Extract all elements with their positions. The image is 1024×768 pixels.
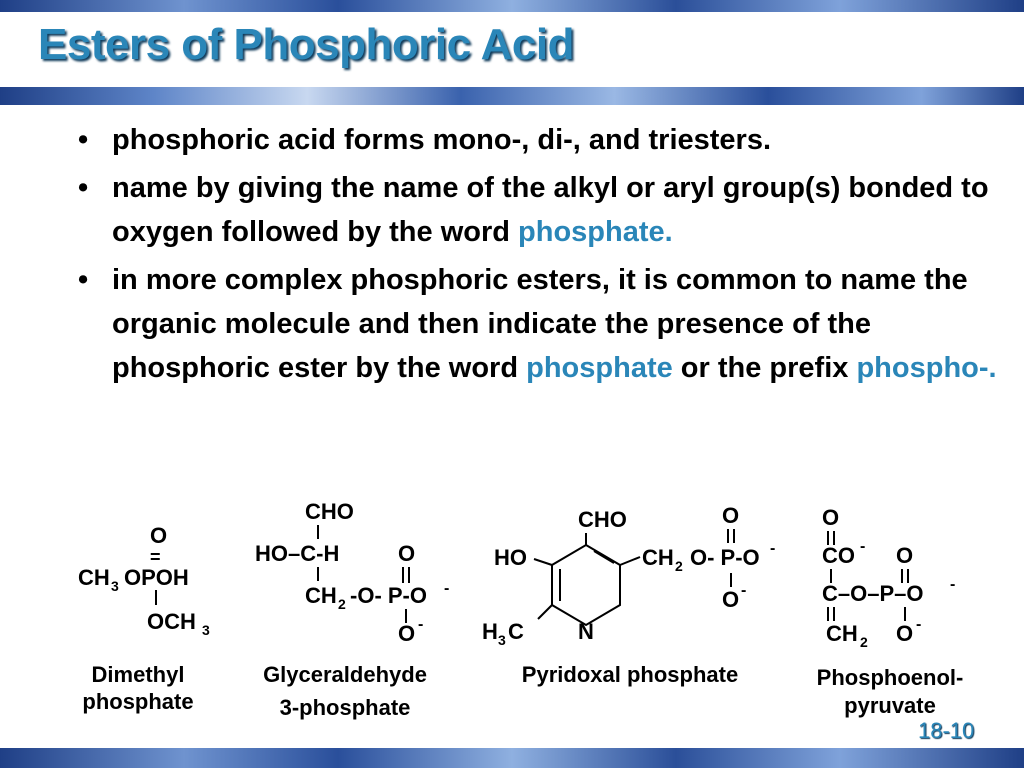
compound-name: 3-phosphate	[279, 695, 411, 720]
bullet-item	[78, 258, 998, 390]
bullet-list	[78, 118, 998, 394]
compound-name: pyruvate	[844, 693, 936, 718]
compound-name: Glyceraldehyde	[263, 662, 427, 687]
compound-name: Phosphoenol-	[816, 665, 964, 690]
bond-line	[534, 559, 552, 565]
compound-name: phosphate	[82, 689, 194, 714]
bullet-item	[78, 166, 998, 254]
pyridine-ring	[552, 545, 620, 625]
bottom-decorative-band	[0, 748, 1024, 768]
compound-name: Dimethyl	[91, 662, 185, 687]
aldehyde-label: CHO	[305, 499, 354, 524]
bullet-dot: •	[78, 264, 89, 296]
bullet-dot: •	[78, 124, 89, 156]
bullet-item	[78, 118, 998, 162]
carboxylate-label: CO	[822, 543, 855, 568]
subscript: 2	[338, 596, 346, 612]
oxygen-label: O	[722, 587, 740, 612]
top-decorative-band	[0, 0, 1024, 12]
subscript: 3	[202, 622, 210, 638]
bullet-text: name by giving the name of the alkyl or aryl group(s) bonded to oxygen followed by the word	[112, 172, 989, 248]
phosphate-chain-label: O- P-O	[690, 545, 760, 570]
methylene-label: CH	[642, 545, 674, 570]
methyl-label: H	[482, 619, 498, 644]
charge-mark: -	[770, 540, 776, 557]
oxygen-label: O	[722, 503, 740, 528]
subscript: 3	[498, 632, 506, 648]
title-underline-band	[0, 87, 1024, 105]
charge-mark: -	[741, 582, 747, 599]
aldehyde-label: CHO	[578, 507, 627, 532]
compound-names	[82, 662, 963, 720]
opoh-label: OPOH	[124, 565, 189, 590]
slide-number: 18-10	[918, 718, 975, 743]
pyridoxal-phosphate-structure	[482, 503, 775, 648]
methylene-label: CH	[305, 583, 337, 608]
oxygen-label: O	[822, 505, 840, 530]
highlight-term: phosphate.	[518, 216, 673, 248]
subscript: 3	[111, 578, 119, 594]
highlight-term: phospho-.	[856, 352, 997, 384]
highlight-term: phosphate	[526, 352, 673, 384]
bullet-dot: •	[78, 172, 89, 204]
hydroxyl-carbon-label: HO–C-H	[255, 541, 340, 566]
charge-mark: -	[860, 538, 866, 555]
enol-phosphate-label: C–O–P–O	[822, 581, 924, 606]
compound-name: Pyridoxal phosphate	[521, 662, 739, 687]
bond-line	[620, 557, 640, 565]
double-bond-mark: =	[150, 547, 161, 567]
dimethyl-phosphate-structure	[78, 523, 210, 638]
slide-title: Esters of Phosphoric Acid	[38, 20, 574, 69]
hydroxyl-label: HO	[494, 545, 527, 570]
structures-figure	[0, 495, 1024, 725]
nitrogen-label: N	[578, 619, 594, 644]
methyl-label: CH	[78, 565, 110, 590]
charge-mark: -	[950, 576, 956, 593]
methoxy-label: OCH	[147, 609, 196, 634]
bullet-text: phosphoric acid forms mono-, di-, and triesters.	[112, 124, 772, 156]
oxygen-label: O	[896, 621, 914, 646]
subscript: 2	[860, 634, 868, 650]
phosphate-chain-label: -O- P-O	[350, 583, 427, 608]
oxygen-label: O	[398, 541, 416, 566]
charge-mark: -	[916, 616, 922, 633]
methyl-carbon-label: C	[508, 619, 524, 644]
ring-double-bond	[594, 551, 614, 563]
oxygen-label: O	[896, 543, 914, 568]
phosphoenolpyruvate-structure	[822, 505, 955, 650]
methylene-label: CH	[826, 621, 858, 646]
glyceraldehyde-phosphate-structure	[255, 499, 449, 646]
oxygen-label: O	[150, 523, 168, 548]
subscript: 2	[675, 558, 683, 574]
bond-line	[538, 605, 552, 619]
bullet-text: in more complex phosphoric esters, it is common to name the organic molecule and then indicate the presence of the phosphoric ester by the word	[112, 264, 968, 384]
oxygen-label: O	[398, 621, 416, 646]
bullet-text: or the prefix	[672, 352, 857, 384]
charge-mark: -	[444, 580, 450, 597]
charge-mark: -	[418, 616, 424, 633]
